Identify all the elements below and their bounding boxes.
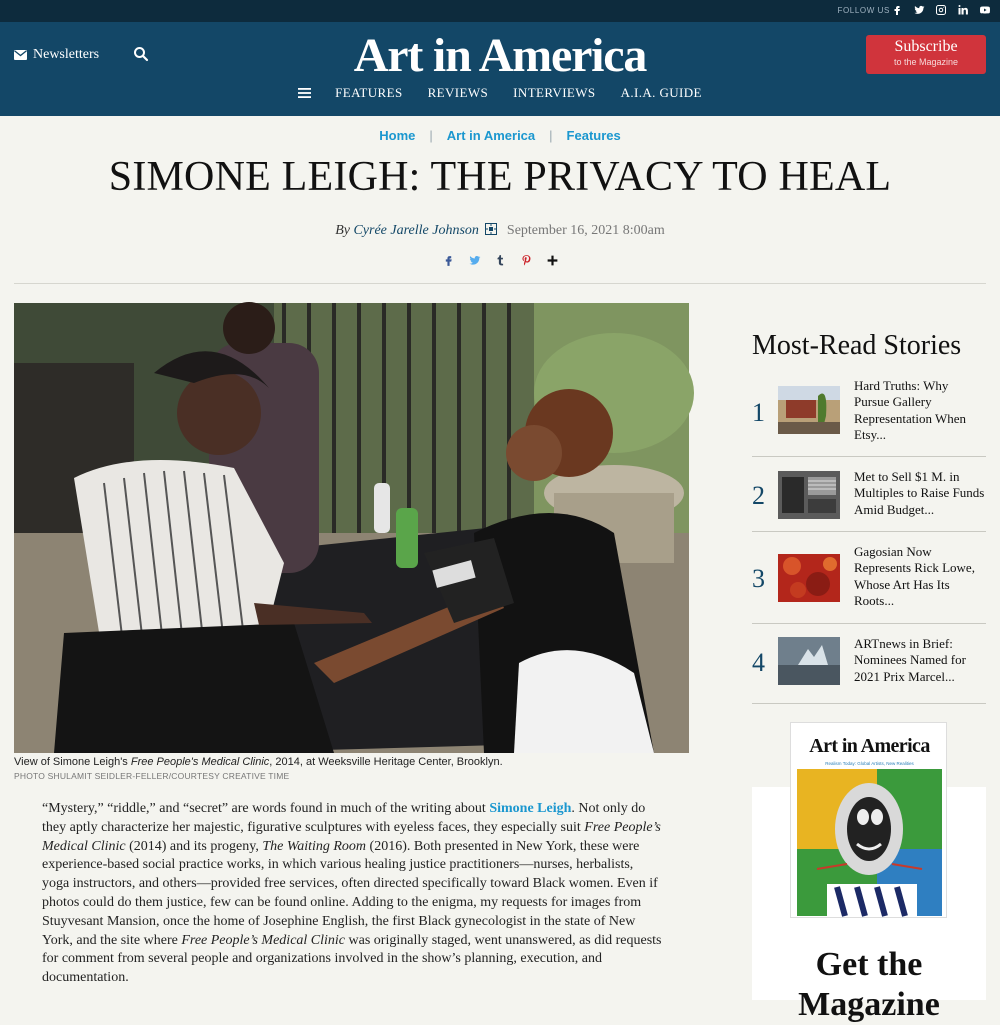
nav-reviews[interactable]: REVIEWS [427, 85, 489, 100]
most-read-title[interactable]: Hard Truths: Why Pursue Gallery Representation When Etsy... [854, 378, 967, 443]
breadcrumb-separator: | [549, 128, 553, 143]
most-read-number: 1 [752, 398, 765, 427]
most-read-heading: Most-Read Stories [752, 330, 962, 361]
subscribe-button[interactable] [866, 35, 986, 74]
site-header [0, 22, 1000, 116]
cover-artwork [797, 769, 942, 916]
body-text: . Not only do they aptly characterize her majestic, figurative sculptures with eyeless faces, they especially suit [42, 801, 646, 835]
cover-logo: Art in America [809, 735, 930, 757]
facebook-icon[interactable] [441, 252, 455, 268]
breadcrumb-art-in-america[interactable]: Art in America [446, 128, 536, 143]
story-thumbnail[interactable] [778, 386, 840, 434]
instagram-icon[interactable] [934, 3, 948, 17]
article-title: SIMONE LEIGH: THE PRIVACY TO HEAL [108, 154, 892, 200]
cover-subtitle: Realism Today: Global Artists, New Realities [825, 761, 914, 766]
most-read-item[interactable] [752, 372, 986, 457]
most-read-item[interactable] [752, 457, 986, 532]
story-thumbnail[interactable] [778, 471, 840, 519]
most-read-item[interactable] [752, 624, 986, 704]
nav-aia-guide[interactable]: A.I.A. GUIDE [620, 85, 702, 100]
plus-icon[interactable] [545, 252, 559, 268]
hamburger-menu-icon[interactable] [298, 88, 311, 98]
magazine-cover[interactable] [790, 722, 947, 918]
photo-caption [14, 756, 503, 768]
subscribe-label: Subscribe [894, 38, 958, 55]
byline [0, 223, 1000, 239]
breadcrumb-features[interactable]: Features [566, 128, 621, 143]
most-read-title[interactable]: Gagosian Now Represents Rick Lowe, Whose Art Has Its Roots... [854, 544, 975, 609]
photo-credit: PHOTO SHULAMIT SEIDLER-FELLER/COURTESY CREATIVE TIME [14, 771, 290, 781]
newsletters-label: Newsletters [33, 47, 100, 62]
site-logo[interactable]: Art in America [353, 29, 647, 82]
story-thumbnail[interactable] [778, 554, 840, 602]
most-read-number: 4 [752, 648, 765, 677]
body-text: “Mystery,” “riddle,” and “secret” are words found in much of the writing about [42, 801, 490, 816]
main-nav [0, 85, 1000, 101]
body-work-title: Free People’s Medical Clinic [42, 819, 661, 854]
top-utility-bar [0, 0, 1000, 22]
body-text: was originally staged, went unanswered, as did requests for comment from several people and organizations involved in the show’s planning, execution, and documentation. [42, 932, 662, 986]
body-work-title: Free People’s Medical Clinic [181, 932, 346, 948]
article-body-paragraph [42, 800, 662, 988]
body-text: (2014) and its progeny, [125, 838, 263, 854]
author-link[interactable]: Cyrée Jarelle Johnson [353, 223, 479, 238]
most-read-title[interactable]: Met to Sell $1 M. in Multiples to Raise Funds Amid Budget... [854, 469, 985, 517]
subscribe-sublabel: to the Magazine [893, 57, 959, 67]
breadcrumb-separator: | [429, 128, 433, 143]
caption-post: , 2014, at Weeksville Heritage Center, Brooklyn. [269, 756, 503, 768]
tumblr-icon[interactable] [493, 252, 507, 268]
byline-by: By [335, 223, 350, 238]
nav-features[interactable]: FEATURES [335, 85, 403, 100]
author-profile-icon[interactable] [485, 223, 497, 235]
nav-interviews[interactable]: INTERVIEWS [513, 85, 596, 100]
twitter-icon[interactable] [467, 252, 481, 268]
get-magazine-heading[interactable]: Get the Magazine [798, 946, 940, 1023]
follow-us-label: FOLLOW US [837, 6, 890, 15]
twitter-icon[interactable] [912, 3, 926, 17]
hero-photo[interactable] [14, 303, 689, 753]
share-bar [0, 252, 1000, 268]
facebook-icon[interactable] [890, 3, 904, 17]
youtube-icon[interactable] [978, 3, 992, 17]
most-read-number: 3 [752, 564, 765, 593]
artist-link[interactable]: Simone Leigh [489, 801, 572, 816]
breadcrumb-home[interactable]: Home [379, 128, 416, 143]
caption-pre: View of Simone Leigh's [14, 756, 131, 768]
most-read-title[interactable]: ARTnews in Brief: Nominees Named for 2021 Prix Marcel... [854, 636, 966, 684]
linkedin-icon[interactable] [956, 3, 970, 17]
divider [14, 283, 986, 284]
body-work-title: The Waiting Room [262, 838, 367, 854]
story-thumbnail[interactable] [778, 637, 840, 685]
caption-work-title: Free People's Medical Clinic [130, 756, 270, 768]
hero-photo-illustration [14, 303, 689, 753]
most-read-number: 2 [752, 481, 765, 510]
breadcrumb [0, 128, 1000, 143]
publish-date: September 16, 2021 8:00am [506, 223, 665, 238]
social-links [890, 3, 992, 17]
pinterest-icon[interactable] [519, 252, 533, 268]
body-text: (2016). Both presented in New York, these were experience-based social practice works, in which various healing justice practitioners—nurses, herbalists, yoga instructors, and others—provided free services, often directed specifically toward Black women. Even if photos could do them justice, few can be found online. Adding to the enigma, my requests for images from Stuyvesant Mansion, once the home of Josephine English, the first Black gynecologist in the state of New York, and the site where [42, 838, 658, 948]
most-read-item[interactable] [752, 532, 986, 624]
